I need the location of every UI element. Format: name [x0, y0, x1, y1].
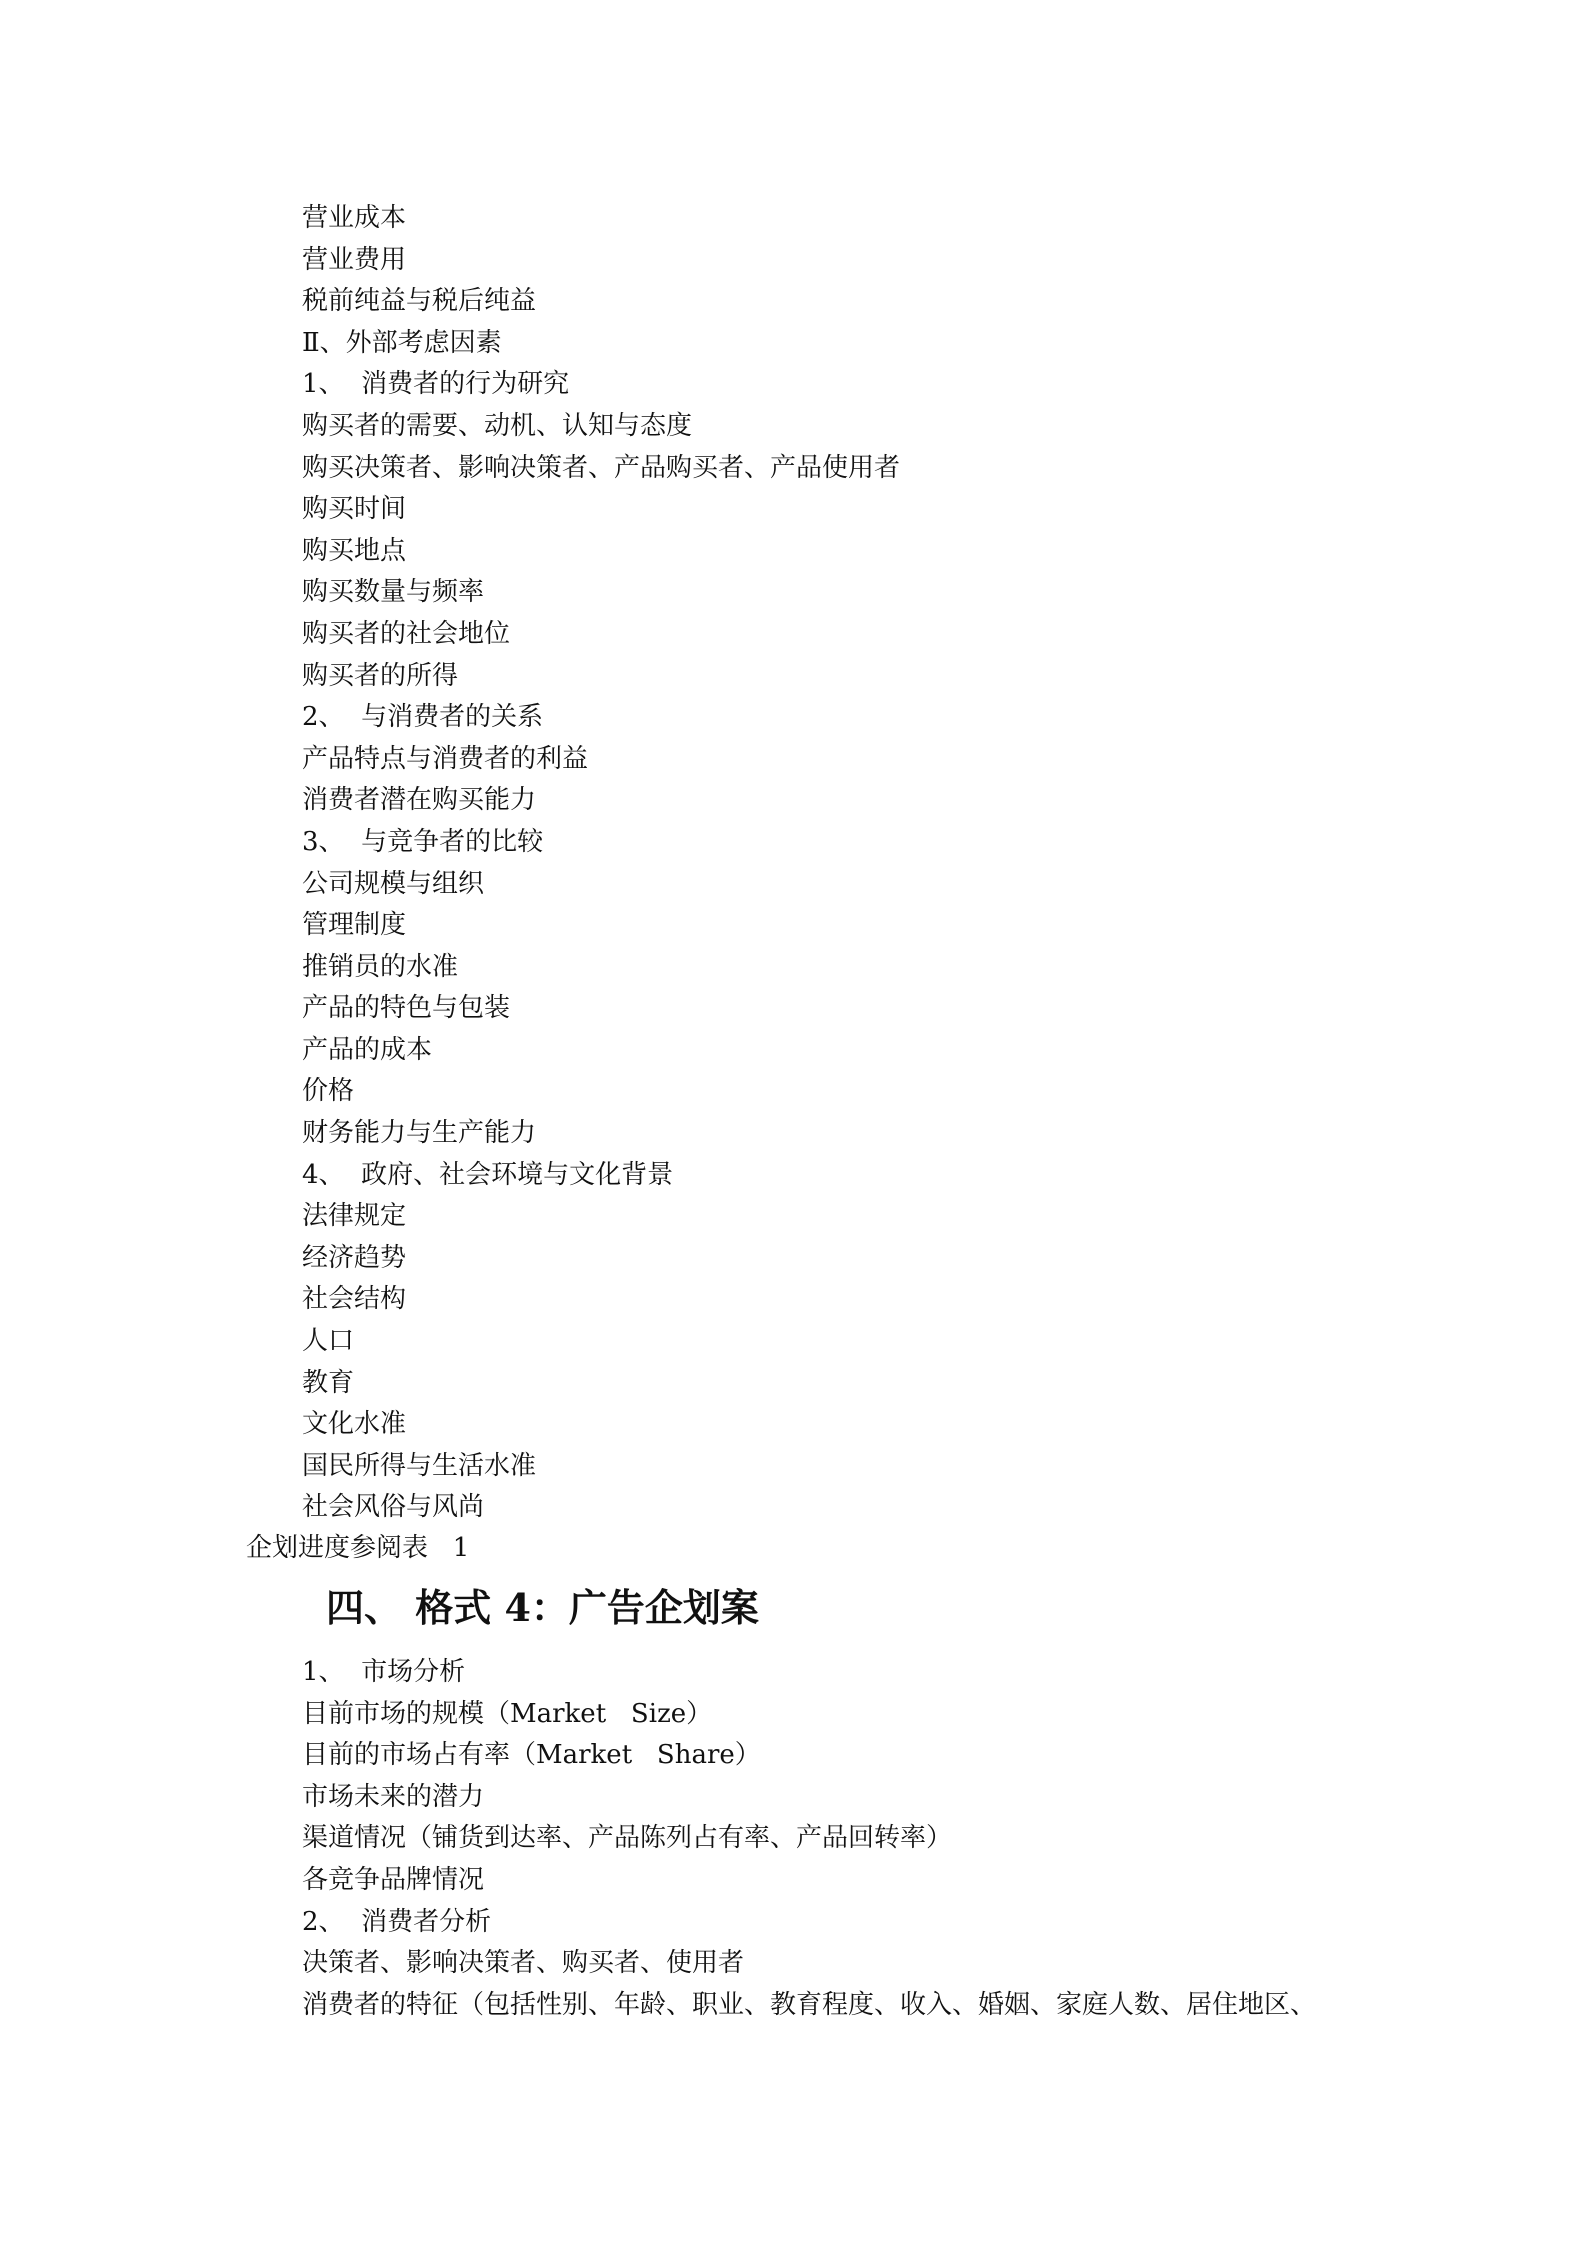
list-line: 各竞争品牌情况 — [302, 1864, 485, 1895]
numbered-heading: 3、 与竞争者的比较 — [302, 826, 544, 857]
numbered-heading: 1、 消费者的行为研究 — [302, 369, 570, 400]
list-line: 目前市场的规模（Market Size） — [302, 1698, 713, 1729]
list-line: 购买者的需要、动机、认知与态度 — [302, 410, 693, 441]
schedule-reference: 企划进度参阅表 1 — [246, 1533, 470, 1563]
list-line: 法律规定 — [302, 1201, 407, 1232]
list-line: 营业成本 — [302, 203, 407, 233]
list-line: 国民所得与生活水准 — [302, 1450, 537, 1481]
list-line: 购买决策者、影响决策者、产品购买者、产品使用者 — [302, 452, 901, 483]
list-line: 营业费用 — [302, 244, 407, 275]
list-line: 市场未来的潜力 — [302, 1781, 485, 1812]
section-heading: 四、 格式 4：广告企划案 — [326, 1585, 759, 1630]
list-line: 价格 — [302, 1076, 355, 1107]
list-line: 购买者的所得 — [302, 660, 459, 691]
list-line: 目前的市场占有率（Market Share） — [302, 1740, 761, 1771]
list-line: 人口 — [302, 1326, 355, 1357]
list-line: 购买时间 — [302, 494, 407, 525]
list-line: 社会风俗与风尚 — [302, 1492, 485, 1523]
numbered-heading: 2、 与消费者的关系 — [302, 702, 544, 733]
external-factors-list — [302, 198, 1502, 1529]
numbered-heading: 1、 市场分析 — [302, 1657, 466, 1687]
list-line: 产品特点与消费者的利益 — [302, 743, 589, 774]
list-line: 渠道情况（铺货到达率、产品陈列占有率、产品回转率） — [302, 1823, 953, 1854]
list-line: 推销员的水准 — [302, 951, 459, 982]
ad-plan-list — [302, 1652, 1502, 2026]
numbered-heading: 4、 政府、社会环境与文化背景 — [302, 1159, 674, 1190]
list-line: 购买数量与频率 — [302, 577, 485, 608]
list-line: 产品的特色与包装 — [302, 993, 511, 1024]
list-line: 社会结构 — [302, 1284, 407, 1315]
list-line: 消费者潜在购买能力 — [302, 785, 537, 816]
list-line: 教育 — [302, 1367, 355, 1398]
list-line: 决策者、影响决策者、购买者、使用者 — [302, 1948, 745, 1979]
list-line: 消费者的特征（包括性别、年龄、职业、教育程度、收入、婚姻、家庭人数、居住地区、 — [302, 1989, 1317, 2020]
list-line: 公司规模与组织 — [302, 868, 485, 899]
list-line: 财务能力与生产能力 — [302, 1118, 537, 1149]
list-line: 产品的成本 — [302, 1034, 433, 1065]
section-subheading: Ⅱ、外部考虑因素 — [302, 327, 502, 358]
list-line: 管理制度 — [302, 910, 407, 941]
list-line: 经济趋势 — [302, 1242, 407, 1273]
list-line: 购买者的社会地位 — [302, 618, 511, 649]
numbered-heading: 2、 消费者分析 — [302, 1906, 492, 1937]
list-line: 购买地点 — [302, 535, 407, 566]
list-line: 税前纯益与税后纯益 — [302, 286, 537, 317]
list-line: 文化水准 — [302, 1409, 407, 1440]
